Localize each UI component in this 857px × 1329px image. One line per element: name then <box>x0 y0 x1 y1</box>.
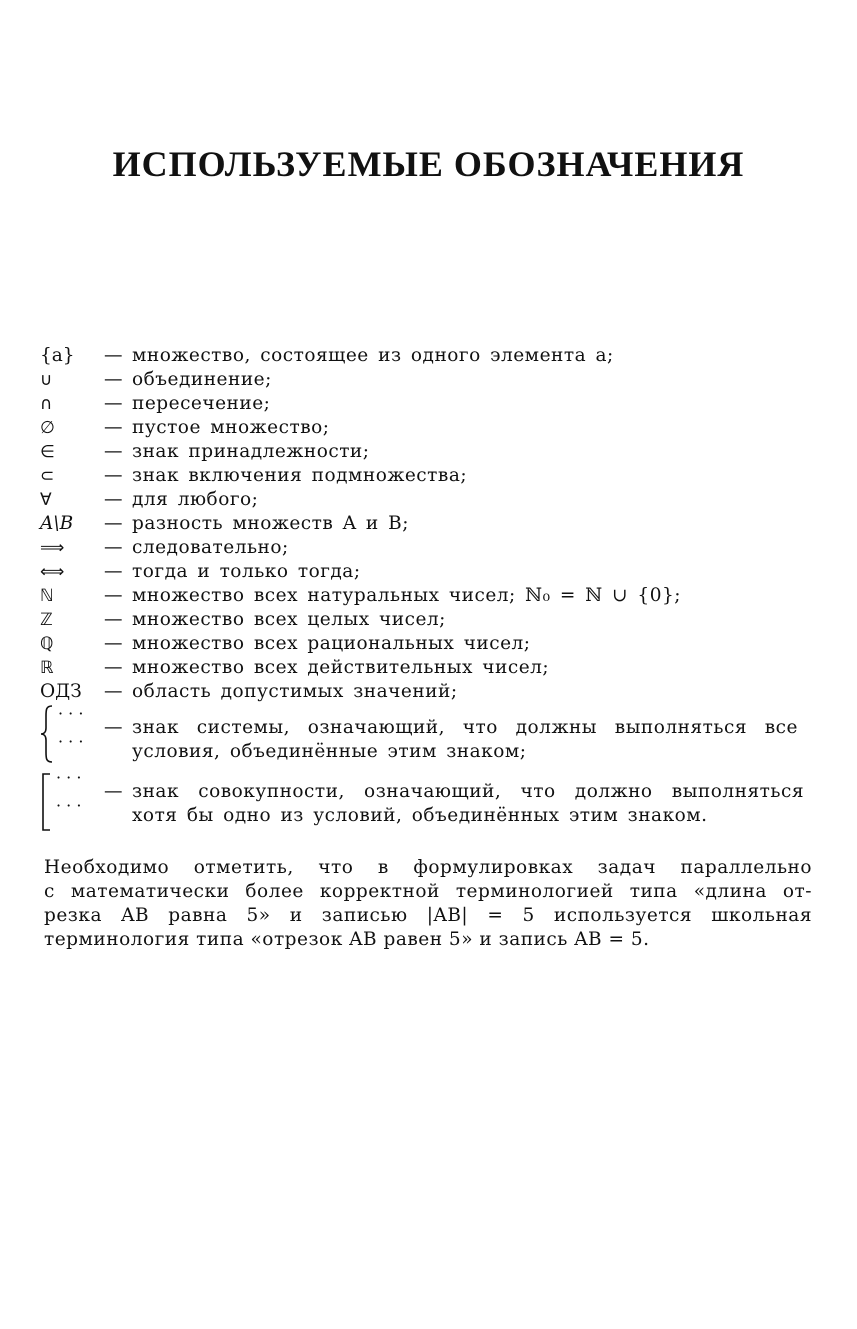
notation-description: для любого; <box>132 489 259 510</box>
notation-dash: — <box>104 633 123 654</box>
notation-dash: — <box>104 345 123 366</box>
notation-dash: — <box>104 781 123 802</box>
notation-dash: — <box>104 369 123 390</box>
notation-description: пересечение; <box>132 393 271 414</box>
notation-row <box>40 656 820 680</box>
notation-row <box>40 392 820 416</box>
notation-row <box>40 680 820 704</box>
aggregate-desc-line1: знак совокупности, означающий, что должно выполняться <box>132 781 804 802</box>
notation-symbol: ℤ <box>40 610 53 630</box>
notation-description: тогда и только тогда; <box>132 561 361 582</box>
aggregate-dots-bottom: · · · <box>56 796 82 815</box>
notation-row <box>40 488 820 512</box>
notation-description: знак принадлежности; <box>132 441 370 462</box>
notation-dash: — <box>104 609 123 630</box>
note-line: резка AB равна 5» и записью |AB| = 5 используется школьная <box>44 905 812 926</box>
aggregate-row <box>40 768 820 836</box>
system-dots-top: · · · <box>58 704 84 723</box>
notation-dash: — <box>104 441 123 462</box>
note-line: терминология типа «отрезок AB равен 5» и запись AB = 5. <box>44 929 650 950</box>
system-description <box>132 716 798 764</box>
notation-description: область допустимых значений; <box>132 681 458 702</box>
notation-symbol: ∈ <box>40 442 55 462</box>
notation-description: разность множеств A и B; <box>132 513 409 534</box>
notation-symbol: ⟹ <box>40 538 65 558</box>
notation-description: множество всех рациональных чисел; <box>132 633 531 654</box>
system-dots-bottom: · · · <box>58 732 84 751</box>
system-desc-line1: знак системы, означающий, что должны выполняться все <box>132 717 798 738</box>
notation-symbol: ∪ <box>40 370 53 390</box>
notation-dash: — <box>104 561 123 582</box>
aggregate-dots-top: · · · <box>56 768 82 787</box>
page-title: ИСПОЛЬЗУЕМЫЕ ОБОЗНАЧЕНИЯ <box>112 144 745 184</box>
notation-symbol: ℝ <box>40 658 54 678</box>
system-desc-line2: условия, объединённые этим знаком; <box>132 741 527 762</box>
notation-description: пустое множество; <box>132 417 330 438</box>
notation-row <box>40 344 820 368</box>
notation-row <box>40 464 820 488</box>
aggregate-desc-line2: хотя бы одно из условий, объединённых этим знаком. <box>132 805 708 826</box>
notation-row <box>40 584 820 608</box>
notation-row <box>40 536 820 560</box>
notation-dash: — <box>104 393 123 414</box>
notation-symbol: ОДЗ <box>40 681 82 702</box>
notation-description: множество всех натуральных чисел; ℕ₀ = ℕ ∪ {0}; <box>132 585 681 606</box>
system-row <box>40 704 820 772</box>
notation-symbol: {a} <box>40 345 75 366</box>
notation-symbol: A\B <box>40 513 74 534</box>
notation-symbol: ⟺ <box>40 562 65 582</box>
notation-symbol: ℚ <box>40 634 54 654</box>
notation-dash: — <box>104 681 123 702</box>
notation-description: следовательно; <box>132 537 289 558</box>
note-line: Необходимо отметить, что в формулировках задач параллельно <box>44 857 812 878</box>
notation-row <box>40 608 820 632</box>
notation-dash: — <box>104 657 123 678</box>
notation-dash: — <box>104 513 123 534</box>
notation-description: знак включения подмножества; <box>132 465 468 486</box>
notation-row <box>40 512 820 536</box>
notation-row <box>40 416 820 440</box>
notation-row <box>40 440 820 464</box>
notation-dash: — <box>104 537 123 558</box>
notation-row <box>40 632 820 656</box>
notation-row <box>40 368 820 392</box>
notation-dash: — <box>104 489 123 510</box>
notation-dash: — <box>104 465 123 486</box>
notation-symbol: ∅ <box>40 418 55 438</box>
notation-symbol: ⊂ <box>40 466 55 486</box>
notation-dash: — <box>104 417 123 438</box>
aggregate-description <box>132 780 804 828</box>
notation-description: множество всех целых чисел; <box>132 609 446 630</box>
note-line: с математически более корректной терминологией типа «длина от- <box>44 881 812 902</box>
notation-symbol: ℕ <box>40 586 54 606</box>
notation-dash: — <box>104 717 123 738</box>
notation-row <box>40 560 820 584</box>
note-paragraph <box>44 856 812 952</box>
notation-list <box>40 344 820 836</box>
notation-description: объединение; <box>132 369 272 390</box>
notation-description: множество всех действительных чисел; <box>132 657 550 678</box>
notation-description: множество, состоящее из одного элемента a; <box>132 345 614 366</box>
notation-dash: — <box>104 585 123 606</box>
notation-symbol: ∩ <box>40 394 53 414</box>
notation-symbol: ∀ <box>40 490 52 510</box>
